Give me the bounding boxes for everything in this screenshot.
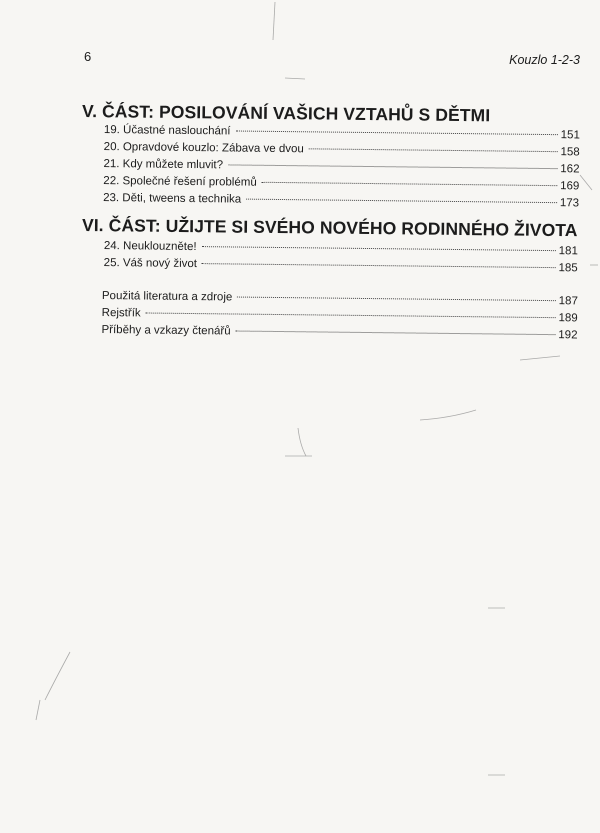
toc-entry-page: 158	[560, 146, 580, 159]
toc-entry-page: 192	[558, 329, 578, 342]
toc-entry-page: 151	[560, 129, 580, 142]
toc-leader-dots	[146, 312, 556, 318]
page-number: 6	[84, 49, 92, 64]
part-5-title: V. ČÁST: POSILOVÁNÍ VAŠICH VZTAHŮ S DĚTMI	[81, 101, 491, 126]
toc-leader-dots	[236, 331, 556, 336]
toc-entry-page: 181	[558, 245, 578, 258]
toc-leader-dots	[202, 263, 555, 268]
toc-entry-label: 24. Neuklouzněte!	[103, 239, 197, 254]
toc-entry-page: 162	[560, 163, 580, 176]
toc-entry-page: 187	[558, 295, 578, 308]
toc-leader-dots	[202, 246, 556, 251]
toc-entry-page: 173	[559, 197, 580, 210]
running-head: Kouzlo 1-2-3	[509, 53, 580, 67]
backmatter-toc	[101, 288, 578, 344]
toc-entry-label: 22. Společné řešení problémů	[103, 174, 257, 189]
part-6-title: VI. ČÁST: UŽIJTE SI SVÉHO NOVÉHO RODINNÉHO ŽIVOTA	[81, 215, 578, 241]
toc-leader-dots	[262, 182, 557, 186]
toc-entry-label: 20. Opravdové kouzlo: Zábava ve dvou	[103, 140, 304, 156]
toc-entry-label: Rejstřík	[101, 306, 141, 320]
toc-entry-page: 169	[560, 180, 580, 193]
toc-entry-label: Příběhy a vzkazy čtenářů	[101, 323, 231, 338]
toc-leader-dots	[235, 130, 557, 135]
toc-entry-page: 189	[558, 312, 578, 325]
toc-leader-dots	[228, 164, 557, 169]
toc-leader-dots	[246, 199, 557, 204]
toc-entry-label: 25. Váš nový život	[103, 256, 198, 271]
toc-entry-label: 21. Kdy můžete mluvit?	[103, 157, 224, 172]
toc-entry-label: 23. Děti, tweens a technika	[103, 191, 242, 206]
toc-entry-page: 185	[558, 262, 578, 275]
part-5-toc	[103, 122, 580, 212]
toc-leader-dots	[237, 297, 555, 302]
toc-entry-label: Použitá literatura a zdroje	[101, 289, 233, 304]
toc-leader-dots	[309, 148, 558, 152]
part-6-toc	[104, 238, 578, 277]
toc-entry-label: 19. Účastné naslouchání	[103, 123, 231, 138]
